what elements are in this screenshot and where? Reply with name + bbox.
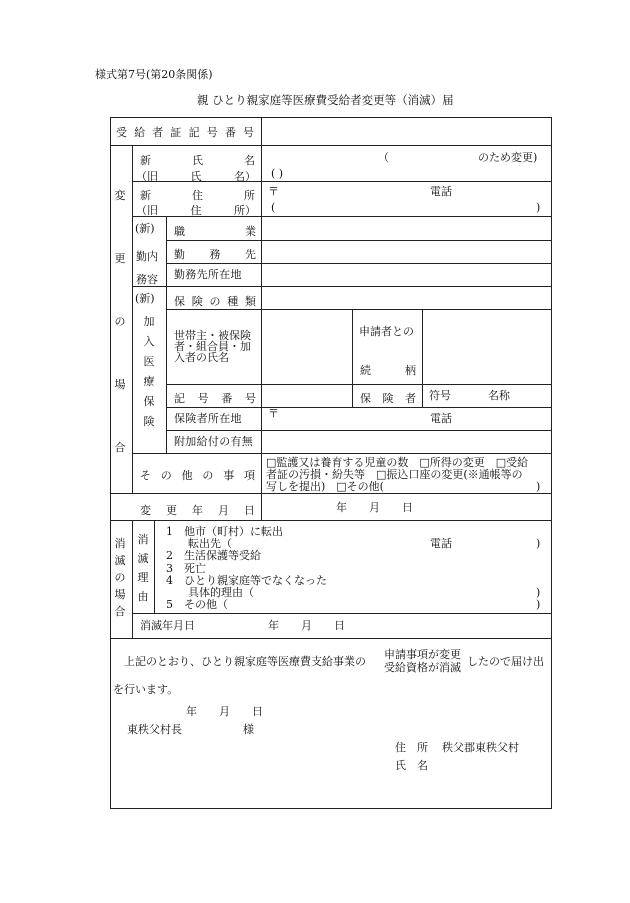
relation-label-bottom: 続 柄	[360, 364, 416, 377]
reason-item: 2 生活保護等受給	[166, 549, 261, 563]
insurance-tag: 加 入 医 療 保 険	[143, 315, 155, 428]
employer-address-label: 勤務先所在地	[174, 268, 242, 281]
declaration-text-line2: を行います。	[113, 683, 179, 696]
symbol-number-label: 記 号 番 号	[174, 392, 256, 405]
reason-item: 1 他市（町村）に転出	[166, 525, 283, 538]
insurer-label: 保 険 者	[360, 392, 416, 405]
old-address-paren-close: )	[536, 201, 541, 214]
insurance-type-label: 保 険 の 種 類	[174, 295, 256, 308]
reason-paren-close: )	[536, 586, 541, 599]
declaration-date-line: 年 月 日	[186, 705, 263, 718]
insurer-postal-mark: 〒	[268, 407, 279, 420]
work-tag: 勤内 務容	[136, 250, 158, 286]
new-tag-insurance: (新)	[135, 292, 155, 305]
occupation-label: 職 業	[174, 225, 256, 238]
old-address-label: （旧 住 所）	[136, 204, 256, 217]
other-items-close: )	[536, 480, 541, 493]
additional-benefit-label: 附加給付の有無	[174, 435, 254, 448]
change-date-value: 年 月 日	[336, 501, 413, 514]
extinction-reason-label: 消 滅 理 由	[137, 533, 149, 603]
cert-number-label: 受 給 者 証 記 号 番 号	[116, 126, 254, 139]
form-number: 様式第7号(第20条関係)	[95, 68, 213, 81]
name-change-suffix: のため変更)	[478, 151, 538, 164]
new-address-label: 新 住 所	[140, 189, 255, 202]
insured-name-label: 世帯主・被保険 者・組合員・加 入者の氏名	[174, 329, 251, 364]
other-items-line2: 者証の汚損・紛失等 □振込口座の変更(※通帳等の	[266, 468, 523, 481]
insurer-address-label: 保険者所在地	[174, 412, 242, 425]
applicant-address-value: 秩父郡東秩父村	[442, 741, 519, 754]
new-name-label: 新 氏 名	[140, 154, 255, 167]
applicant-address-label: 住 所	[395, 741, 428, 754]
other-items-line3: 写しを提出) □その他(	[266, 480, 384, 493]
insurer-phone-label: 電話	[430, 412, 452, 425]
phone-label: 電話	[430, 185, 452, 198]
transfer-paren-close: )	[536, 537, 541, 550]
reason-item: 5 その他（	[166, 598, 228, 612]
change-section-side-label: 変 更 の 場 合	[114, 189, 126, 454]
extinction-date-label: 消滅年月日	[140, 619, 195, 632]
employer-label: 勤 務 先	[174, 248, 256, 261]
declaration-text-before: 上記のとおり、ひとり親家庭等医療費支給事業の	[124, 655, 366, 668]
other-items-line1: □監護又は養育する児童の数 □所得の変更 □受給	[266, 456, 529, 469]
extinction-reasons-list	[166, 526, 327, 611]
addressee: 東秩父村長	[127, 723, 182, 736]
old-address-paren-open: (	[271, 201, 276, 214]
code-label: 符号	[429, 389, 451, 402]
declaration-text-after: したので届け出	[467, 655, 544, 668]
old-name-label: （旧 氏 名）	[136, 170, 256, 183]
reason-item: 転出先（	[166, 537, 232, 551]
other-items-text	[266, 457, 528, 493]
insurer-name-label: 名称	[488, 389, 510, 402]
declaration-option-bottom: 受給資格が消滅	[384, 661, 461, 674]
change-date-label: 変 更 年 月 日	[140, 504, 255, 517]
other-paren-close: )	[536, 598, 541, 611]
relation-label-top: 申請者との	[359, 325, 414, 338]
extinction-date-value: 年 月 日	[268, 619, 345, 632]
new-tag-work: (新)	[135, 222, 155, 235]
name-paren-open: （	[378, 151, 389, 164]
reason-item: 3 死亡	[166, 561, 206, 575]
applicant-name-label: 氏 名	[395, 759, 428, 772]
declaration-option-top: 申請事項が変更	[384, 648, 461, 661]
postal-mark: 〒	[268, 185, 279, 198]
form-title: 親 ひとり親家庭等医療費受給者変更等（消滅）届	[197, 93, 454, 107]
extinction-side-label: 消 滅 の 場 合	[114, 537, 126, 618]
old-name-paren: ( )	[271, 167, 284, 180]
honorific: 様	[243, 723, 254, 736]
reason-item: 具体的理由（	[166, 586, 254, 600]
reason-item: 4 ひとり親家庭等でなくなった	[166, 573, 327, 587]
other-items-label: そ の 他 の 事 項	[140, 469, 255, 482]
transfer-phone-label: 電話	[430, 537, 452, 550]
